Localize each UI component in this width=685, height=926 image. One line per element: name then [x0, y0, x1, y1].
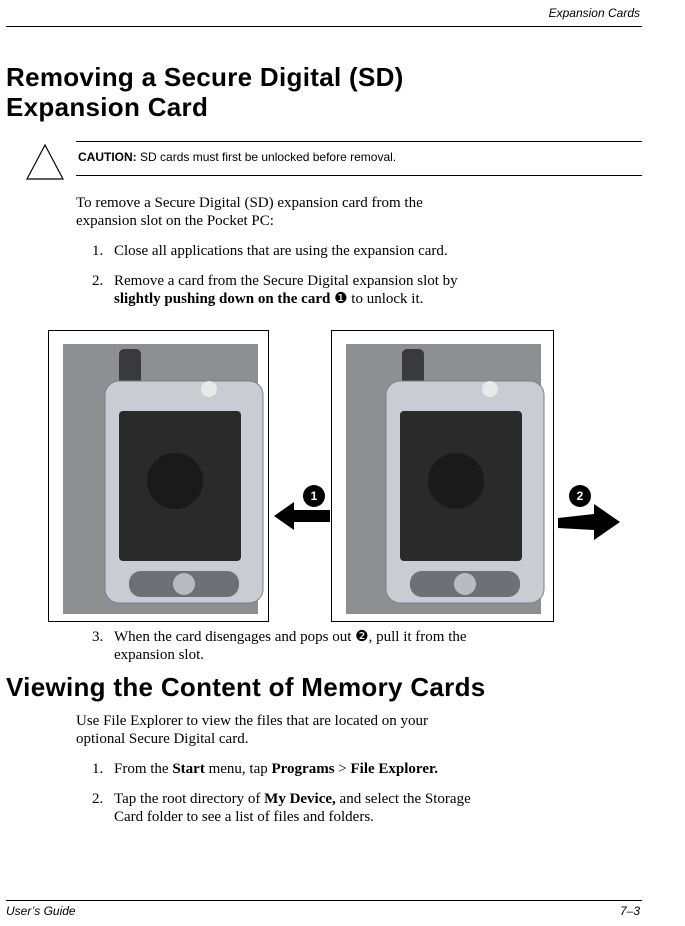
step-text: [114, 790, 471, 826]
footer-left: User’s Guide: [6, 904, 76, 918]
step-2-line-2: [114, 290, 458, 308]
step-text: Close all applications that are using the expansion card.: [114, 243, 448, 259]
step-view-2-pre: Tap the root directory of: [114, 791, 261, 807]
step-3-line-2: expansion slot.: [114, 647, 204, 663]
left-arrow-icon: [270, 482, 332, 542]
caution-triangle-icon: [25, 143, 65, 181]
step-text: [114, 628, 467, 664]
programs-label: Programs: [271, 761, 335, 777]
running-head: Expansion Cards: [548, 6, 640, 20]
step-text: [114, 272, 458, 308]
step-text: [114, 760, 438, 778]
step-number: 2.: [92, 273, 104, 289]
file-explorer-label: File Explorer.: [350, 761, 439, 777]
caution-label: CAUTION:: [78, 150, 137, 164]
menu-separator: >: [338, 761, 347, 777]
pocket-pc-photo-1: [49, 331, 268, 621]
step-view-1-pre: From the: [114, 761, 169, 777]
right-arrow-icon: [554, 482, 624, 548]
intro-paragraph: [76, 194, 636, 230]
intro-paragraph-2: [76, 712, 636, 748]
callout-marker-1: ❶: [334, 291, 348, 307]
step-2-line-1: Remove a card from the Secure Digital expansion slot by: [114, 273, 458, 289]
step-2-bold: slightly pushing down on the card: [114, 291, 331, 307]
step-view-1-mid: menu, tap: [208, 761, 268, 777]
intro-line-1: To remove a Secure Digital (SD) expansion card from the: [76, 195, 423, 211]
footer-page-number: 7–3: [619, 904, 640, 918]
caution-rule-bottom: [76, 175, 642, 176]
step-number: 3.: [92, 629, 104, 645]
callout-number-1: 1: [310, 489, 318, 503]
step-view-2-post: and select the Storage: [339, 791, 471, 807]
step-view-2-line-2: Card folder to see a list of files and folders.: [114, 809, 374, 825]
step-number: 1.: [92, 243, 104, 259]
photo-eject-card: [331, 330, 554, 622]
header-rule: [6, 26, 642, 27]
caution-note: [78, 150, 396, 164]
footer-rule: [6, 900, 642, 901]
section-title-removing-sd-card: [6, 62, 606, 122]
caution-rule-top: [76, 141, 642, 142]
step-3-line-1: When the card disengages and pops out ❷, pull it from the: [114, 629, 467, 645]
step-2-tail: to unlock it.: [351, 291, 424, 307]
section-title-viewing-content: Viewing the Content of Memory Cards: [6, 672, 486, 702]
title-line-1: Removing a Secure Digital (SD): [6, 62, 404, 92]
intro-2-line-1: Use File Explorer to view the files that are located on your: [76, 713, 428, 729]
step-view-2-line-1: [114, 790, 471, 808]
caution-text: SD cards must first be unlocked before removal.: [140, 150, 397, 164]
step-number: 2.: [92, 791, 104, 807]
title-line-2: Expansion Card: [6, 92, 209, 122]
callout-number-2: 2: [576, 489, 584, 503]
intro-line-2: expansion slot on the Pocket PC:: [76, 213, 274, 229]
my-device-label: My Device,: [264, 791, 336, 807]
pocket-pc-photo-2: [332, 331, 553, 621]
photo-unlock-card: [48, 330, 269, 622]
step-number: 1.: [92, 761, 104, 777]
intro-2-line-2: optional Secure Digital card.: [76, 731, 249, 747]
start-menu-label: Start: [172, 761, 205, 777]
